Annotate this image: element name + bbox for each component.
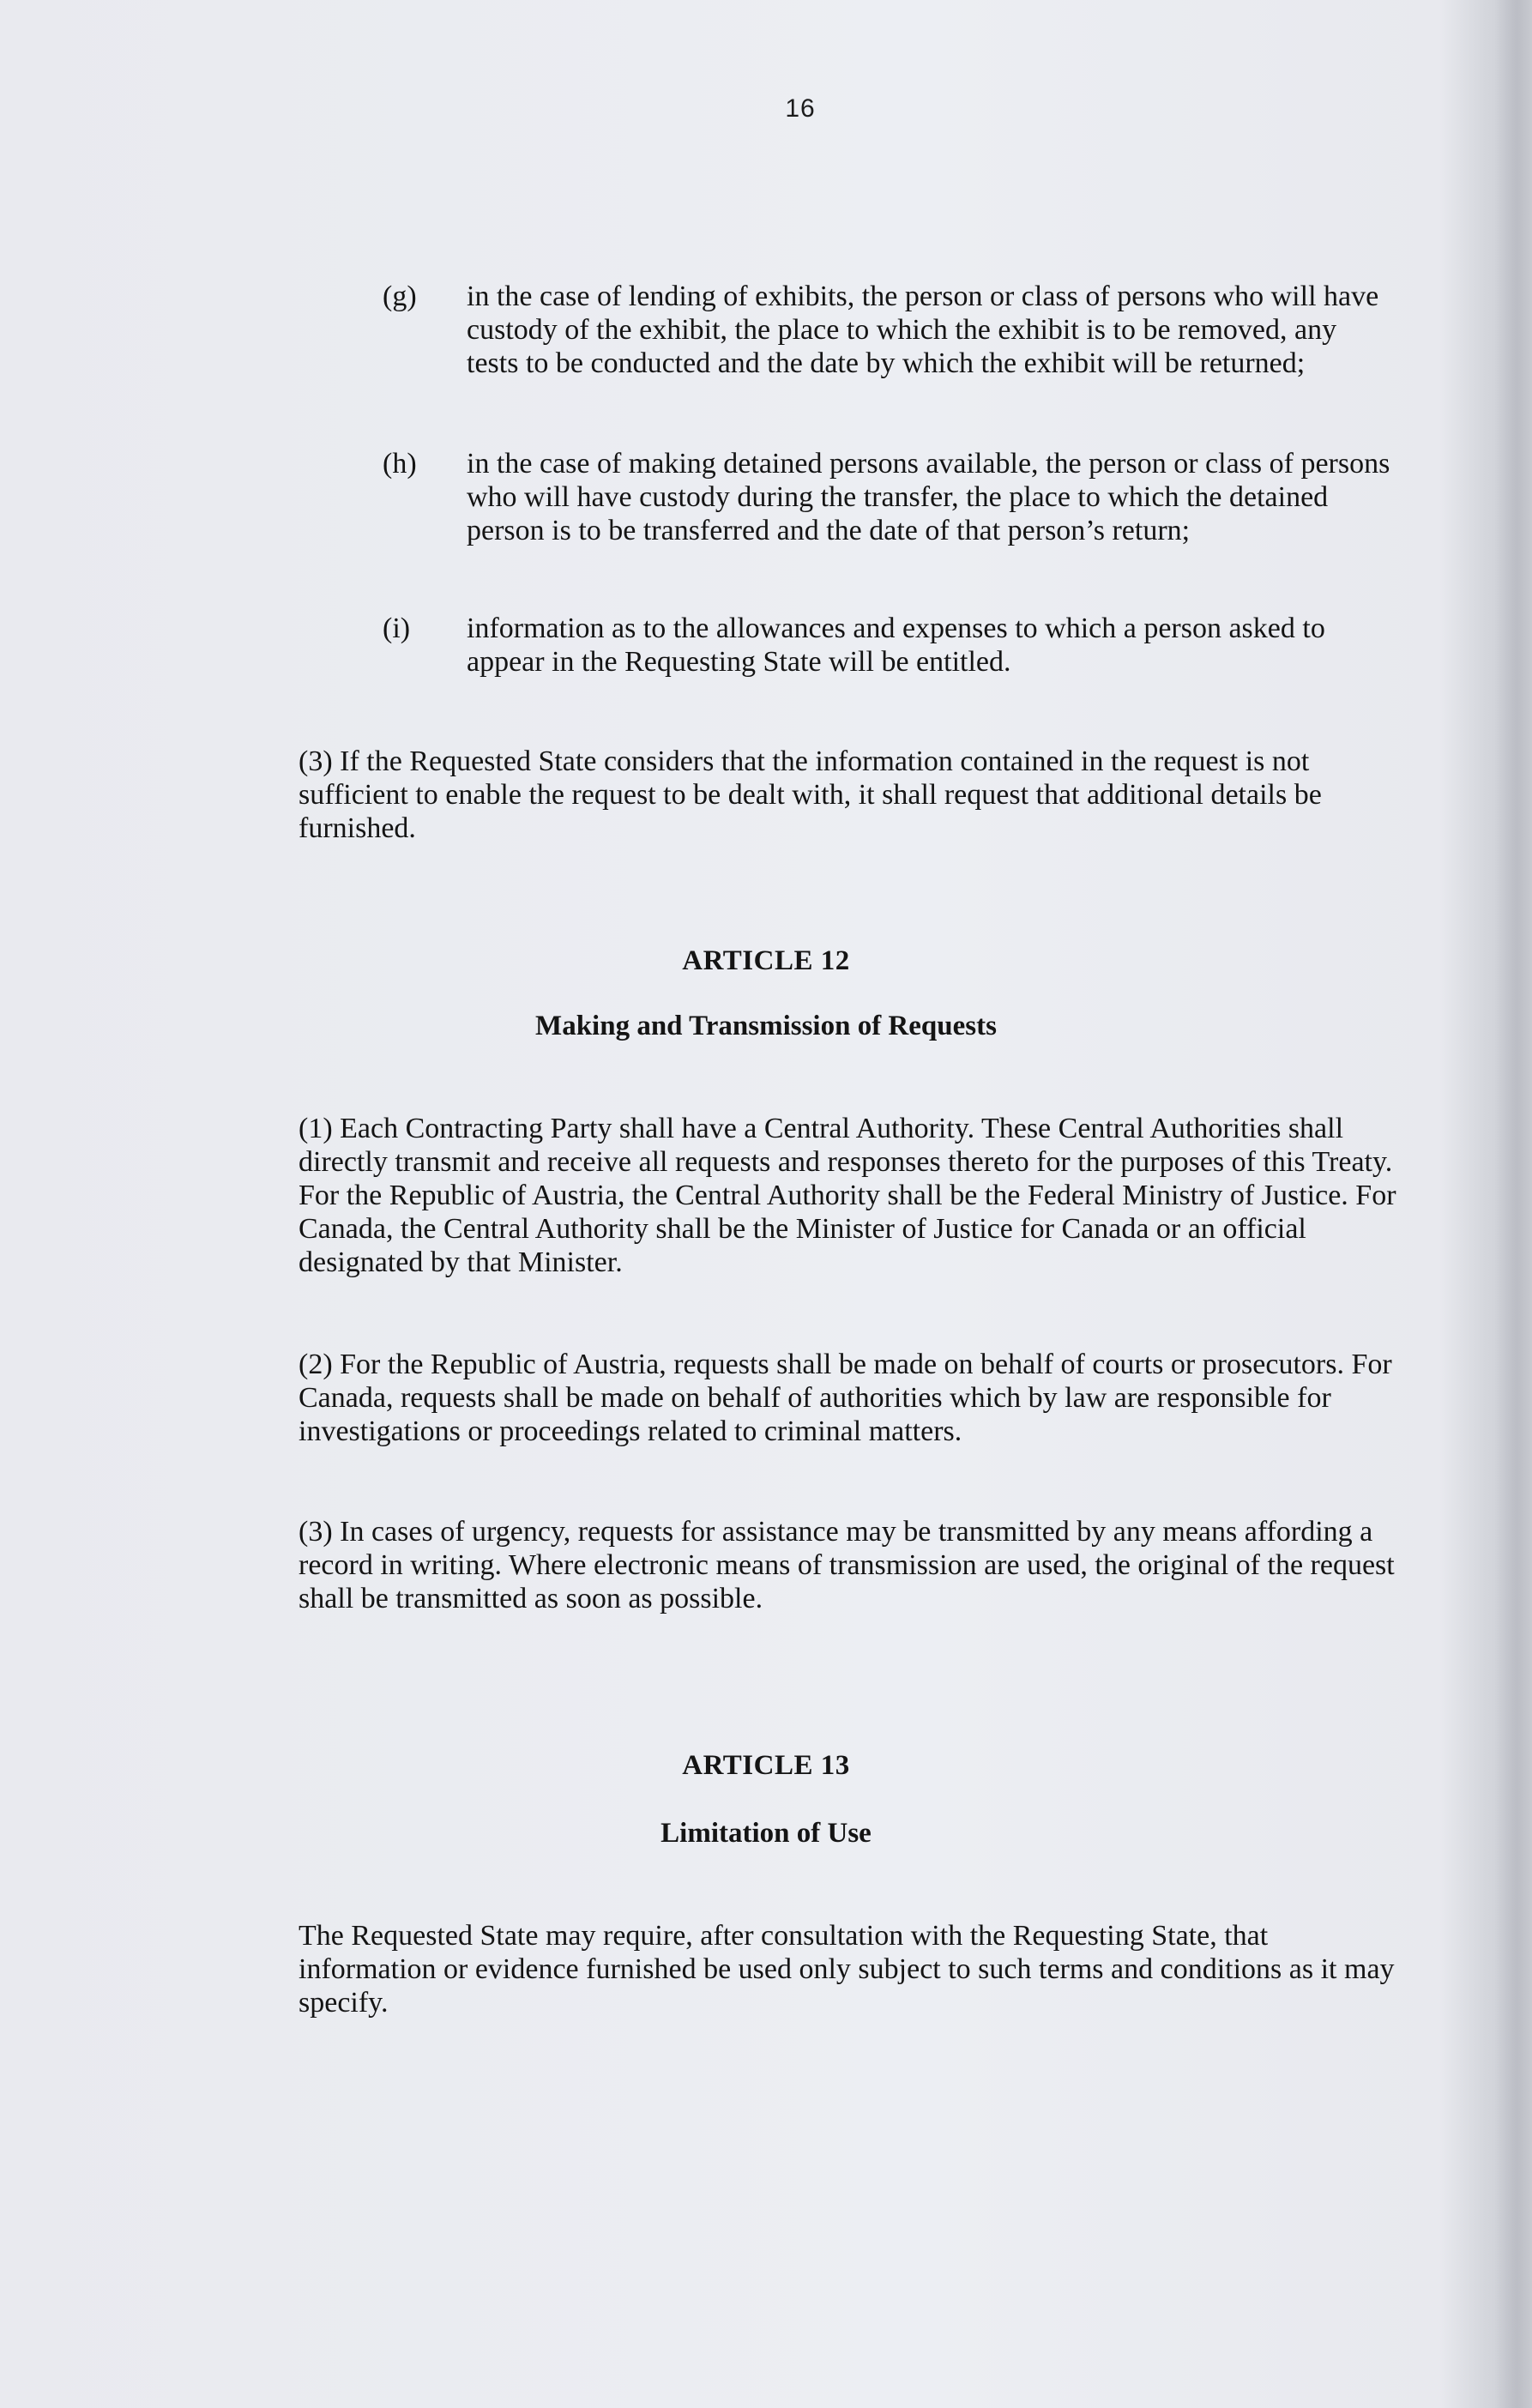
list-item-text: in the case of lending of exhibits, the person or class of persons who will have custody of the exhibit, the place to which the exhibit is to be removed, any tests to be conducted and the date by which the exhibit will be returned; <box>467 281 1379 379</box>
article-13-paragraph: The Requested State may require, after consultation with the Requesting State, that information or evidence furnished be used only subject to such terms and conditions as it may specify. <box>299 1920 1395 2019</box>
article-12-title: Making and Transmission of Requests <box>535 1011 997 1041</box>
page-edge-shadow <box>1494 0 1532 2408</box>
article-12-paragraph-2: (2) For the Republic of Austria, requests shall be made on behalf of courts or prosecutors. For Canada, requests shall be made on behalf of authorities which by law are responsible for investigations or proceedings related to criminal matters. <box>299 1349 1392 1447</box>
article-13-heading: ARTICLE 13 <box>682 1750 850 1781</box>
list-item-label: (g) <box>383 281 417 312</box>
paragraph-3-insufficient-information: (3) If the Requested State considers that the information contained in the request is not sufficient to enable the request to be dealt with, it shall request that additional details be furnished. <box>299 745 1322 844</box>
article-12-paragraph-1: (1) Each Contracting Party shall have a Central Authority. These Central Authorities shall directly transmit and receive all requests and responses thereto for the purposes of this Treaty. For the Republic of Austria, the Central Authority shall be the Federal Ministry of Justice. For Canada, the Central Authority shall be the Minister of Justice for Canada or an official designated by that Minister. <box>299 1113 1396 1278</box>
list-item-label: (h) <box>383 448 417 480</box>
article-12-paragraph-3: (3) In cases of urgency, requests for assistance may be transmitted by any means affording a record in writing. Where electronic means of transmission are used, the original of the request shall be transmitted as soon as possible. <box>299 1516 1395 1614</box>
article-12-heading: ARTICLE 12 <box>682 945 850 976</box>
article-13-title: Limitation of Use <box>660 1818 872 1849</box>
page-number: 16 <box>785 94 816 123</box>
list-item-text: in the case of making detained persons available, the person or class of persons who will have custody during the transfer, the place to which the detained person is to be transferred and the date of that person’s return; <box>467 448 1390 546</box>
list-item-label: (i) <box>383 613 411 644</box>
list-item-text: information as to the allowances and expenses to which a person asked to appear in the Requesting State will be entitled. <box>467 613 1325 678</box>
